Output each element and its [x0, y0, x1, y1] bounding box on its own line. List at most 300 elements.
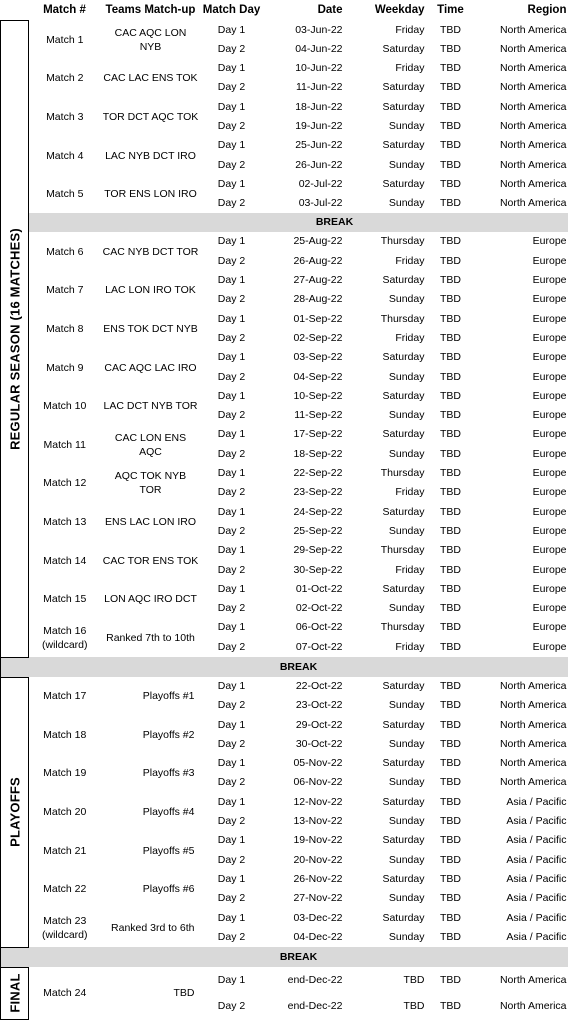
time-cell: TBD	[440, 139, 461, 152]
teams-matchup: CAC NYB DCT TOR	[102, 245, 199, 258]
weekday-cell: Friday	[395, 254, 425, 267]
time-cell: TBD	[440, 331, 461, 344]
match-number: Match 5	[46, 188, 84, 201]
break-gutter	[1, 657, 29, 677]
match-number: Match 24	[43, 987, 87, 1000]
weekday-cell: Saturday	[382, 139, 425, 152]
match-row	[1, 716, 568, 735]
match-number: Match 9	[46, 361, 84, 374]
date-cell: 13-Nov-22	[293, 815, 343, 828]
teams-matchup: TOR DCT AQC TOK	[102, 110, 199, 123]
time-cell: TBD	[440, 737, 461, 750]
date-cell: 04-Jun-22	[295, 42, 343, 55]
time-cell: TBD	[440, 680, 461, 692]
match-number: Match 22	[43, 883, 87, 896]
time-cell: TBD	[440, 640, 461, 653]
region-cell: North America	[499, 139, 567, 152]
match-day: Day 1	[217, 718, 246, 731]
region-cell: Europe	[532, 582, 567, 595]
time-cell: TBD	[440, 197, 461, 210]
schedule-body	[1, 21, 568, 1020]
match-day: Day 2	[217, 370, 246, 383]
region-cell: North America	[499, 62, 567, 75]
weekday-cell: Thursday	[380, 544, 425, 557]
time-cell: TBD	[440, 351, 461, 364]
region-cell: North America	[499, 999, 567, 1012]
region-cell: Europe	[532, 312, 567, 325]
date-cell: 25-Sep-22	[293, 524, 343, 537]
time-cell: TBD	[440, 467, 461, 480]
match-number: Match 12	[43, 477, 87, 490]
weekday-cell: Sunday	[388, 197, 425, 210]
teams-matchup: LAC DCT NYB TOR	[103, 400, 198, 413]
match-day: Day 2	[217, 640, 246, 653]
match-row	[1, 580, 568, 599]
weekday-cell: Saturday	[382, 680, 425, 692]
date-cell: 11-Jun-22	[295, 81, 343, 94]
date-cell: 04-Dec-22	[293, 930, 343, 943]
match-day: Day 1	[217, 795, 246, 808]
region-cell: Europe	[532, 254, 567, 267]
time-cell: TBD	[440, 892, 461, 905]
time-cell: TBD	[440, 158, 461, 171]
match-number: Match 13	[43, 515, 87, 528]
match-row	[1, 464, 568, 483]
date-cell: 23-Oct-22	[295, 699, 343, 712]
header-date: Date	[317, 4, 343, 17]
weekday-cell: TBD	[403, 999, 425, 1012]
teams-matchup: Playoffs #3	[142, 767, 195, 780]
match-day: Day 2	[217, 930, 246, 943]
teams-matchup: Playoffs #5	[142, 844, 195, 857]
weekday-cell: Saturday	[382, 872, 425, 885]
phase-cell	[1, 21, 29, 658]
weekday-cell: Thursday	[380, 467, 425, 480]
header-region: Region	[527, 4, 567, 17]
match-number: Match 1	[46, 33, 84, 46]
date-cell: 27-Nov-22	[293, 892, 343, 905]
region-cell: Europe	[532, 409, 567, 422]
match-row	[1, 271, 568, 290]
weekday-cell: Sunday	[388, 447, 425, 460]
region-cell: Asia / Pacific	[506, 872, 567, 885]
time-cell: TBD	[440, 699, 461, 712]
break-row	[1, 213, 568, 232]
date-cell: 29-Oct-22	[295, 718, 343, 731]
weekday-cell: Saturday	[382, 100, 425, 113]
date-cell: 26-Nov-22	[293, 872, 343, 885]
date-cell: 06-Oct-22	[295, 621, 343, 634]
time-cell: TBD	[440, 447, 461, 460]
header-weekday: Weekday	[374, 4, 425, 17]
phase-cell	[1, 967, 29, 1019]
teams-matchup: Playoffs #4	[142, 806, 195, 819]
match-day: Day 1	[217, 23, 246, 36]
teams-matchup: Playoffs #1	[142, 690, 195, 703]
match-day: Day 1	[217, 757, 246, 770]
region-cell: Asia / Pacific	[506, 834, 567, 847]
weekday-cell: Sunday	[388, 853, 425, 866]
match-day: Day 2	[217, 119, 246, 132]
match-day: Day 1	[217, 62, 246, 75]
match-number: Match 6	[46, 245, 84, 258]
region-cell: North America	[499, 197, 567, 210]
match-row	[1, 677, 568, 696]
weekday-cell: Saturday	[382, 795, 425, 808]
date-cell: 03-Dec-22	[293, 911, 343, 924]
match-row	[1, 348, 568, 367]
weekday-cell: Saturday	[382, 428, 425, 441]
match-row	[1, 870, 568, 889]
region-cell: North America	[499, 177, 567, 190]
break-gutter	[1, 947, 29, 967]
date-cell: 10-Jun-22	[295, 62, 343, 75]
weekday-cell: Thursday	[380, 312, 425, 325]
match-number: Match 4	[46, 149, 84, 162]
break-label: BREAK	[101, 213, 568, 232]
region-cell: North America	[499, 973, 567, 986]
date-cell: 04-Sep-22	[293, 370, 343, 383]
date-cell: end-Dec-22	[287, 999, 343, 1012]
match-day: Day 1	[217, 911, 246, 924]
match-day: Day 1	[217, 834, 246, 847]
match-row	[1, 618, 568, 637]
match-day: Day 1	[217, 351, 246, 364]
date-cell: 03-Sep-22	[293, 351, 343, 364]
date-cell: 11-Sep-22	[294, 409, 343, 422]
weekday-cell: Sunday	[388, 602, 425, 615]
match-number: Match 14	[43, 554, 87, 567]
region-cell: Europe	[532, 370, 567, 383]
match-day: Day 2	[217, 409, 246, 422]
time-cell: TBD	[440, 795, 461, 808]
time-cell: TBD	[440, 81, 461, 94]
phase-label: PLAYOFFS	[6, 777, 22, 847]
region-cell: North America	[499, 737, 567, 750]
region-cell: North America	[499, 718, 567, 731]
match-number: Match 7	[46, 284, 84, 297]
weekday-cell: Saturday	[382, 81, 425, 94]
region-cell: North America	[499, 42, 567, 55]
weekday-cell: Sunday	[388, 930, 425, 943]
time-cell: TBD	[440, 23, 461, 36]
weekday-cell: Saturday	[382, 834, 425, 847]
phase-label: FINAL	[6, 973, 22, 1013]
match-number: Match 20	[43, 806, 87, 819]
match-number: Match 10	[43, 400, 87, 413]
header-row	[1, 0, 568, 21]
match-number: Match 15	[43, 593, 87, 606]
match-day: Day 1	[217, 582, 246, 595]
match-day: Day 2	[217, 524, 246, 537]
time-cell: TBD	[440, 312, 461, 325]
time-cell: TBD	[440, 293, 461, 306]
time-cell: TBD	[440, 718, 461, 731]
region-cell: Europe	[532, 447, 567, 460]
region-cell: Europe	[532, 351, 567, 364]
date-cell: 23-Sep-22	[293, 486, 343, 499]
header-teams: Teams Match-up	[105, 4, 196, 17]
region-cell: Asia / Pacific	[506, 853, 567, 866]
match-row	[1, 503, 568, 522]
match-day: Day 2	[217, 999, 246, 1012]
header-match-day: Match Day	[202, 4, 261, 17]
weekday-cell: Saturday	[382, 351, 425, 364]
time-cell: TBD	[440, 254, 461, 267]
date-cell: 22-Sep-22	[293, 467, 343, 480]
time-cell: TBD	[440, 409, 461, 422]
time-cell: TBD	[440, 370, 461, 383]
weekday-cell: Friday	[395, 640, 425, 653]
match-row	[1, 967, 568, 993]
teams-matchup: CAC AQC LAC IRO	[104, 361, 197, 374]
time-cell: TBD	[440, 973, 461, 986]
weekday-cell: Saturday	[382, 177, 425, 190]
weekday-cell: Saturday	[382, 911, 425, 924]
match-number: Match 16 (wildcard)	[41, 624, 88, 651]
match-day: Day 2	[217, 331, 246, 344]
time-cell: TBD	[440, 100, 461, 113]
match-row	[1, 541, 568, 560]
match-day: Day 2	[217, 699, 246, 712]
weekday-cell: Saturday	[382, 42, 425, 55]
match-day: Day 2	[217, 815, 246, 828]
weekday-cell: Saturday	[382, 718, 425, 731]
date-cell: 12-Nov-22	[293, 795, 343, 808]
time-cell: TBD	[440, 930, 461, 943]
region-cell: North America	[499, 680, 567, 692]
time-cell: TBD	[440, 911, 461, 924]
region-cell: Europe	[532, 428, 567, 441]
match-day: Day 1	[217, 621, 246, 634]
time-cell: TBD	[440, 815, 461, 828]
region-cell: Europe	[532, 486, 567, 499]
time-cell: TBD	[440, 177, 461, 190]
match-day: Day 1	[217, 235, 246, 248]
date-cell: 26-Aug-22	[293, 254, 343, 267]
match-row	[1, 232, 568, 251]
time-cell: TBD	[440, 544, 461, 557]
weekday-cell: Friday	[395, 563, 425, 576]
match-day: Day 1	[217, 389, 246, 402]
weekday-cell: Thursday	[380, 621, 425, 634]
region-cell: North America	[499, 119, 567, 132]
time-cell: TBD	[440, 621, 461, 634]
weekday-cell: Saturday	[382, 582, 425, 595]
time-cell: TBD	[440, 834, 461, 847]
time-cell: TBD	[440, 602, 461, 615]
match-number: Match 19	[43, 767, 87, 780]
weekday-cell: Saturday	[382, 757, 425, 770]
time-cell: TBD	[440, 757, 461, 770]
header-corner	[1, 0, 29, 21]
teams-matchup: LON AQC IRO DCT	[104, 593, 197, 606]
time-cell: TBD	[440, 776, 461, 789]
region-cell: Europe	[532, 293, 567, 306]
region-cell: Europe	[532, 505, 567, 518]
break-row	[1, 947, 568, 967]
date-cell: 25-Jun-22	[295, 139, 343, 152]
weekday-cell: Sunday	[388, 776, 425, 789]
date-cell: 26-Jun-22	[295, 158, 343, 171]
region-cell: Europe	[532, 544, 567, 557]
region-cell: Europe	[532, 235, 567, 248]
date-cell: 01-Oct-22	[295, 582, 343, 595]
match-row	[1, 98, 568, 117]
region-cell: Asia / Pacific	[506, 815, 567, 828]
match-day: Day 2	[217, 197, 246, 210]
region-cell: Europe	[532, 621, 567, 634]
region-cell: North America	[499, 757, 567, 770]
weekday-cell: Saturday	[382, 274, 425, 287]
region-cell: Europe	[532, 274, 567, 287]
match-number: Match 21	[43, 844, 87, 857]
weekday-cell: Saturday	[382, 389, 425, 402]
time-cell: TBD	[440, 62, 461, 75]
date-cell: 30-Oct-22	[295, 737, 343, 750]
phase-label: REGULAR SEASON (16 MATCHES)	[6, 227, 22, 450]
date-cell: 10-Sep-22	[293, 389, 343, 402]
teams-matchup: Playoffs #2	[142, 728, 195, 741]
weekday-cell: Sunday	[388, 158, 425, 171]
match-row	[1, 136, 568, 155]
match-day: Day 1	[217, 428, 246, 441]
date-cell: 29-Sep-22	[293, 544, 343, 557]
match-row	[1, 21, 568, 40]
break-gutter	[29, 213, 101, 232]
weekday-cell: TBD	[403, 973, 425, 986]
region-cell: Asia / Pacific	[506, 930, 567, 943]
match-day: Day 2	[217, 737, 246, 750]
date-cell: 18-Jun-22	[295, 100, 343, 113]
date-cell: 03-Jun-22	[295, 23, 343, 36]
weekday-cell: Sunday	[388, 409, 425, 422]
teams-matchup: CAC LAC ENS TOK	[103, 72, 198, 85]
match-day: Day 2	[217, 563, 246, 576]
date-cell: end-Dec-22	[287, 973, 343, 986]
match-row	[1, 59, 568, 78]
match-row	[1, 387, 568, 406]
weekday-cell: Friday	[395, 62, 425, 75]
time-cell: TBD	[440, 524, 461, 537]
date-cell: 18-Sep-22	[293, 447, 343, 460]
break-label: BREAK	[29, 947, 568, 967]
weekday-cell: Thursday	[380, 235, 425, 248]
match-day: Day 2	[217, 776, 246, 789]
region-cell: Asia / Pacific	[506, 795, 567, 808]
teams-matchup: TBD	[173, 987, 195, 1000]
time-cell: TBD	[440, 872, 461, 885]
region-cell: North America	[499, 81, 567, 94]
match-day: Day 2	[217, 602, 246, 615]
match-day: Day 1	[217, 680, 246, 692]
match-day: Day 1	[217, 100, 246, 113]
date-cell: 17-Sep-22	[293, 428, 343, 441]
time-cell: TBD	[440, 389, 461, 402]
time-cell: TBD	[440, 428, 461, 441]
teams-matchup: LAC NYB DCT IRO	[105, 149, 196, 162]
weekday-cell: Sunday	[388, 737, 425, 750]
date-cell: 03-Jul-22	[298, 197, 343, 210]
region-cell: Europe	[532, 563, 567, 576]
header-match: Match #	[43, 4, 86, 17]
region-cell: North America	[499, 158, 567, 171]
break-label: BREAK	[29, 657, 568, 677]
date-cell: 25-Aug-22	[293, 235, 343, 248]
match-day: Day 2	[217, 447, 246, 460]
match-day: Day 1	[217, 973, 246, 986]
weekday-cell: Sunday	[388, 815, 425, 828]
match-day: Day 1	[217, 312, 246, 325]
match-day: Day 2	[217, 486, 246, 499]
date-cell: 05-Nov-22	[293, 757, 343, 770]
match-number: Match 18	[43, 728, 87, 741]
match-day: Day 2	[217, 853, 246, 866]
teams-matchup: ENS TOK DCT NYB	[103, 322, 198, 335]
weekday-cell: Friday	[395, 486, 425, 499]
weekday-cell: Sunday	[388, 119, 425, 132]
region-cell: North America	[499, 776, 567, 789]
teams-matchup: CAC TOR ENS TOK	[102, 554, 199, 567]
date-cell: 06-Nov-22	[293, 776, 343, 789]
match-number: Match 3	[46, 110, 84, 123]
teams-matchup: Ranked 7th to 10th	[106, 631, 195, 644]
teams-matchup: AQC TOK NYB TOR	[114, 470, 187, 497]
match-day: Day 1	[217, 544, 246, 557]
match-day: Day 2	[217, 158, 246, 171]
match-row	[1, 175, 568, 194]
date-cell: 20-Nov-22	[293, 853, 343, 866]
match-row	[1, 831, 568, 850]
region-cell: Europe	[532, 524, 567, 537]
weekday-cell: Sunday	[388, 892, 425, 905]
date-cell: 27-Aug-22	[293, 274, 343, 287]
time-cell: TBD	[440, 42, 461, 55]
region-cell: Europe	[532, 331, 567, 344]
match-row	[1, 793, 568, 812]
teams-matchup: TOR ENS LON IRO	[104, 188, 197, 201]
weekday-cell: Saturday	[382, 505, 425, 518]
date-cell: 19-Jun-22	[295, 119, 343, 132]
weekday-cell: Sunday	[388, 699, 425, 712]
match-row	[1, 754, 568, 773]
match-number: Match 23 (wildcard)	[41, 914, 88, 941]
region-cell: Europe	[532, 467, 567, 480]
teams-matchup: ENS LAC LON IRO	[104, 515, 197, 528]
match-row	[1, 310, 568, 329]
time-cell: TBD	[440, 505, 461, 518]
date-cell: 02-Sep-22	[293, 331, 343, 344]
time-cell: TBD	[440, 582, 461, 595]
teams-matchup: Playoffs #6	[142, 883, 195, 896]
region-cell: Europe	[532, 389, 567, 402]
time-cell: TBD	[440, 274, 461, 287]
time-cell: TBD	[440, 853, 461, 866]
date-cell: 19-Nov-22	[293, 834, 343, 847]
teams-matchup: LAC LON IRO TOK	[105, 284, 196, 297]
date-cell: 30-Sep-22	[293, 563, 343, 576]
match-number: Match 17	[43, 690, 87, 703]
match-day: Day 1	[217, 872, 246, 885]
header-time: Time	[437, 4, 464, 17]
region-cell: North America	[499, 23, 567, 36]
match-number: Match 11	[43, 438, 86, 451]
time-cell: TBD	[440, 119, 461, 132]
weekday-cell: Friday	[395, 331, 425, 344]
teams-matchup: CAC AQC LON NYB	[114, 26, 187, 53]
time-cell: TBD	[440, 235, 461, 248]
match-day: Day 1	[217, 505, 246, 518]
